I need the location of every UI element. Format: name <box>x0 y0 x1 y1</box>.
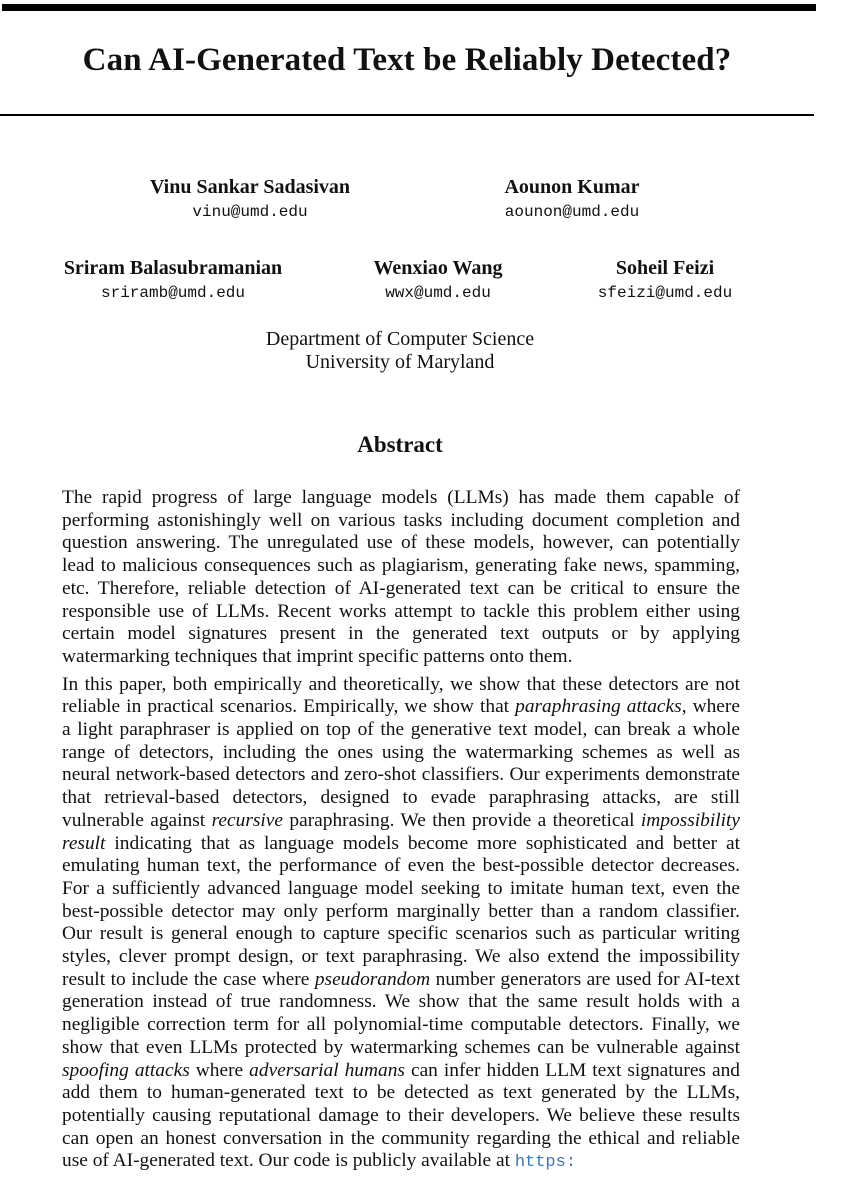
paper-title: Can AI-Generated Text be Reliably Detected? <box>82 42 732 78</box>
abstract-text-segment: where <box>189 1059 250 1081</box>
author-block <box>472 175 672 223</box>
emphasized-term: recursive <box>211 809 284 831</box>
author-name: Sriram Balasubramanian <box>63 257 283 279</box>
author-name: Wenxiao Wang <box>373 257 503 279</box>
emphasized-term: paraphrasing attacks <box>515 696 682 718</box>
author-name: Soheil Feizi <box>615 257 715 279</box>
author-name: Aounon Kumar <box>504 176 640 198</box>
title-top-rule <box>2 4 816 11</box>
author-email: sfeizi@umd.edu <box>597 284 733 302</box>
abstract-text-segment: can infer hidden LLM text signatures and add them to human-generated text to be detected as text generated by the LLMs, potentially causing reputational damage to their developers. We believe these results can open an honest conversation in the community regarding the ethical and reliable use of AI-generated text. Our code is publicly available at <box>62 1059 740 1172</box>
department: Department of Computer Science <box>265 328 535 350</box>
university: University of Maryland <box>305 351 495 373</box>
emphasized-term: spoofing attacks <box>62 1059 190 1081</box>
abstract-text-segment: In this paper, both empirically and theoretically, we show that these detectors are not reliable in practical scenarios. Empirically, we show that <box>62 673 740 718</box>
author-block <box>353 256 523 304</box>
author-email: vinu@umd.edu <box>192 203 308 221</box>
abstract-body <box>62 487 740 1175</box>
emphasized-term: pseudorandom <box>314 968 431 990</box>
abstract-paragraph-1: The rapid progress of large language models (LLMs) has made them capable of performing astonishingly well on various tasks including document completion and question answering. The unregulated use of these models, however, can potentially lead to malicious consequences such as plagiarism, generating fake news, spamming, etc. Therefore, reliable detection of AI-generated text can be critical to ensure the responsible use of LLMs. Recent works attempt to tackle this problem either using certain model signatures present in the generated text outputs or by applying watermarking techniques that imprint specific patterns onto them. <box>62 487 740 667</box>
abstract-text-segment: indicating that as language models become more sophisticated and better at emulating human text, the performance of even the best-possible detector decreases. For a sufficiently advanced language model seeking to imitate human text, even the best-possible detector may only perform marginally better than a random classifier. Our result is general enough to capture specific scenarios such as particular writing styles, clever prompt design, or text paraphrasing. We also extend the impossibility result to include the case where <box>62 832 740 990</box>
abstract-text-segment: number generators are used for AI-text generation instead of true randomness. We show that the same result holds with a negligible correction term for all polynomial-time computable detectors. Finally, we show that even LLMs protected by watermarking schemes can be vulnerable against <box>62 968 740 1058</box>
abstract-heading: Abstract <box>357 432 443 457</box>
affiliation <box>0 328 800 374</box>
code-link[interactable]: https: <box>514 1153 577 1173</box>
author-block <box>580 256 750 304</box>
author-email: wwx@umd.edu <box>385 284 491 302</box>
emphasized-term: impossibility result <box>62 809 741 854</box>
abstract-text-segment: , where a light paraphraser is applied on top of the generative text model, can break a whole range of detectors, including the ones using the watermarking schemes as well as neural network-based detectors and zero-shot classifiers. Our experiments demonstrate that retrieval-based detectors, designed to evade paraphrasing attacks, are still vulnerable against <box>62 696 740 831</box>
author-block <box>53 256 293 304</box>
emphasized-term: adversarial humans <box>249 1059 405 1081</box>
author-email: aounon@umd.edu <box>504 203 640 221</box>
abstract-paragraph-2 <box>62 674 740 1175</box>
title-bottom-rule <box>0 114 814 116</box>
abstract-text-segment: paraphrasing. We then provide a theoretical <box>283 809 641 831</box>
author-email: sriramb@umd.edu <box>100 284 246 302</box>
author-name: Vinu Sankar Sadasivan <box>149 176 351 198</box>
author-block <box>140 175 360 223</box>
